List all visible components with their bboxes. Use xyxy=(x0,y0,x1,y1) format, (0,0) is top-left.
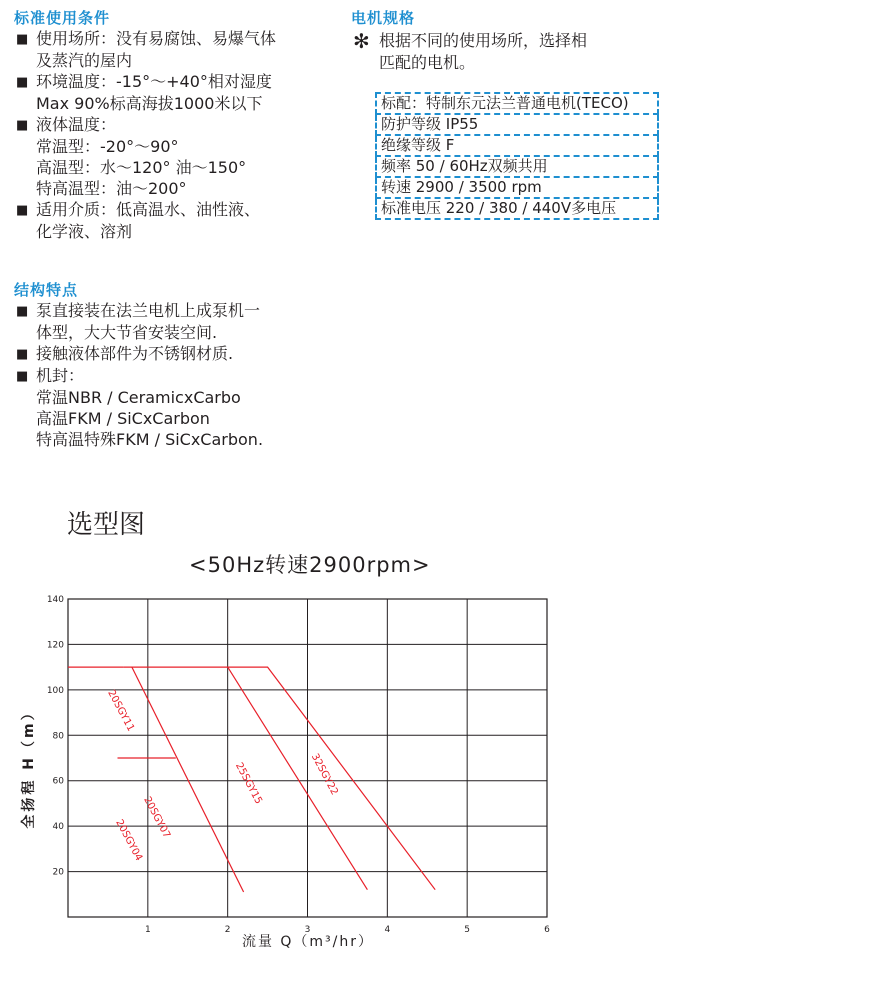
list-item-text: 使用场所：没有易腐蚀、易爆气体 xyxy=(36,29,277,48)
list-item-line xyxy=(16,114,276,136)
spec-row xyxy=(376,135,658,156)
spec-row xyxy=(376,198,658,219)
motor-note-line: 根据不同的使用场所，选择相 xyxy=(379,31,588,50)
spec-cell: 标配：特制东元法兰普通电机(TECO) xyxy=(376,93,658,114)
spec-row xyxy=(376,114,658,135)
list-item-text: 特高温型：油～200° xyxy=(36,179,187,198)
y-tick-label: 100 xyxy=(46,685,64,696)
list-item-text: 环境温度：-15°～+40°相对湿度 xyxy=(36,72,272,91)
series-label-20sgy07: 20SGY07 xyxy=(141,795,173,841)
y-tick-label: 60 xyxy=(52,776,64,787)
list-item-line xyxy=(16,28,276,50)
y-tick-label: 80 xyxy=(52,731,64,742)
bullet-square-icon: ■ xyxy=(16,203,29,218)
list-item-line xyxy=(16,429,263,450)
y-tick-label: 40 xyxy=(52,822,64,833)
x-tick-label: 4 xyxy=(384,925,391,935)
list-item-text: 特高温特殊FKM / SiCxCarbon. xyxy=(36,430,264,449)
list-item-text: 泵直接装在法兰电机上成泵机一 xyxy=(36,301,261,320)
list-item-line xyxy=(16,387,263,408)
series-label-25sgy15: 25SGY15 xyxy=(233,761,264,807)
list-item-text: 机封： xyxy=(36,366,85,385)
bullet-square-icon: ■ xyxy=(16,369,29,384)
motor-spec-table xyxy=(375,92,659,220)
list-item-text: 体型，大大节省安装空间. xyxy=(36,323,218,342)
usage-section-title: 标准使用条件 xyxy=(14,9,111,27)
list-item-text: 化学液、溶剂 xyxy=(36,222,133,241)
spec-row xyxy=(376,156,658,177)
y-tick-label: 20 xyxy=(52,867,64,878)
list-item-line xyxy=(16,199,276,221)
list-item-line xyxy=(16,93,276,114)
list-item-line xyxy=(16,71,276,93)
series-line-20sgy11 xyxy=(132,667,244,892)
spec-cell: 绝缘等级 F xyxy=(376,135,658,156)
motor-note xyxy=(353,30,587,73)
x-tick-label: 5 xyxy=(464,925,471,935)
usage-list xyxy=(16,28,276,242)
list-item-line xyxy=(16,322,263,343)
motor-note-line: 匹配的电机。 xyxy=(379,53,476,72)
spec-cell: 防护等级 IP55 xyxy=(376,114,658,135)
list-item-text: 常温NBR / CeramicxCarbo xyxy=(36,388,241,407)
list-item-line xyxy=(16,365,263,387)
list-item-text: 高温FKM / SiCxCarbon xyxy=(36,409,210,428)
bullet-square-icon: ■ xyxy=(16,304,29,319)
y-axis-label: 全扬程 H（m） xyxy=(21,703,37,829)
spec-cell: 标准电压 220 / 380 / 440V多电压 xyxy=(376,198,658,219)
spec-row xyxy=(376,93,658,114)
x-tick-label: 6 xyxy=(544,925,550,935)
bullet-square-icon: ■ xyxy=(16,347,29,362)
y-tick-label: 120 xyxy=(46,640,64,651)
list-item-text: 适用介质：低高温水、油性液、 xyxy=(36,200,261,219)
selection-title: 选型图 xyxy=(67,510,146,540)
bullet-square-icon: ■ xyxy=(16,75,29,90)
series-label-20sgy04: 20SGY04 xyxy=(113,817,145,863)
x-tick-label: 1 xyxy=(144,925,151,935)
list-item-line xyxy=(16,50,276,71)
list-item-text: 常温型：-20°～90° xyxy=(36,137,179,156)
asterisk-icon: ✻ xyxy=(353,29,370,53)
chart-series-labels xyxy=(105,688,339,863)
x-tick-label: 3 xyxy=(304,925,311,935)
spec-row xyxy=(376,177,658,198)
list-item-line xyxy=(16,221,276,242)
list-item-line xyxy=(16,300,263,322)
bullet-square-icon: ■ xyxy=(16,32,29,47)
list-item-line xyxy=(16,157,276,178)
spec-cell: 频率 50 / 60Hz双频共用 xyxy=(376,156,658,177)
y-tick-label: 140 xyxy=(46,595,64,605)
series-label-20sgy11: 20SGY11 xyxy=(105,688,137,734)
list-item-text: 高温型：水～120° 油～150° xyxy=(36,158,247,177)
list-item-line xyxy=(16,343,263,365)
list-item-text: Max 90%标高海拔1000米以下 xyxy=(36,94,263,113)
series-label-32sgy22: 32SGY22 xyxy=(308,751,340,798)
motor-section-title: 电机规格 xyxy=(351,9,416,27)
list-item-text: 接触液体部件为不锈钢材质. xyxy=(36,344,234,363)
bullet-square-icon: ■ xyxy=(16,118,29,133)
list-item-line xyxy=(16,178,276,199)
selection-subtitle: <50Hz转速2900rpm> xyxy=(189,553,431,577)
list-item-text: 及蒸汽的屋内 xyxy=(36,51,133,70)
pump-selection-chart xyxy=(0,590,895,960)
spec-cell: 转速 2900 / 3500 rpm xyxy=(376,177,658,198)
x-tick-label: 2 xyxy=(224,925,231,935)
chart-tick-labels xyxy=(47,595,550,935)
list-item-line xyxy=(16,408,263,429)
structure-section-title: 结构特点 xyxy=(14,281,79,299)
list-item-line xyxy=(16,136,276,157)
structure-list xyxy=(16,300,263,450)
motor-spec-table-wrap xyxy=(375,92,659,220)
x-axis-label: 流量 Q（m³/hr） xyxy=(241,934,375,950)
list-item-text: 液体温度： xyxy=(36,115,117,134)
